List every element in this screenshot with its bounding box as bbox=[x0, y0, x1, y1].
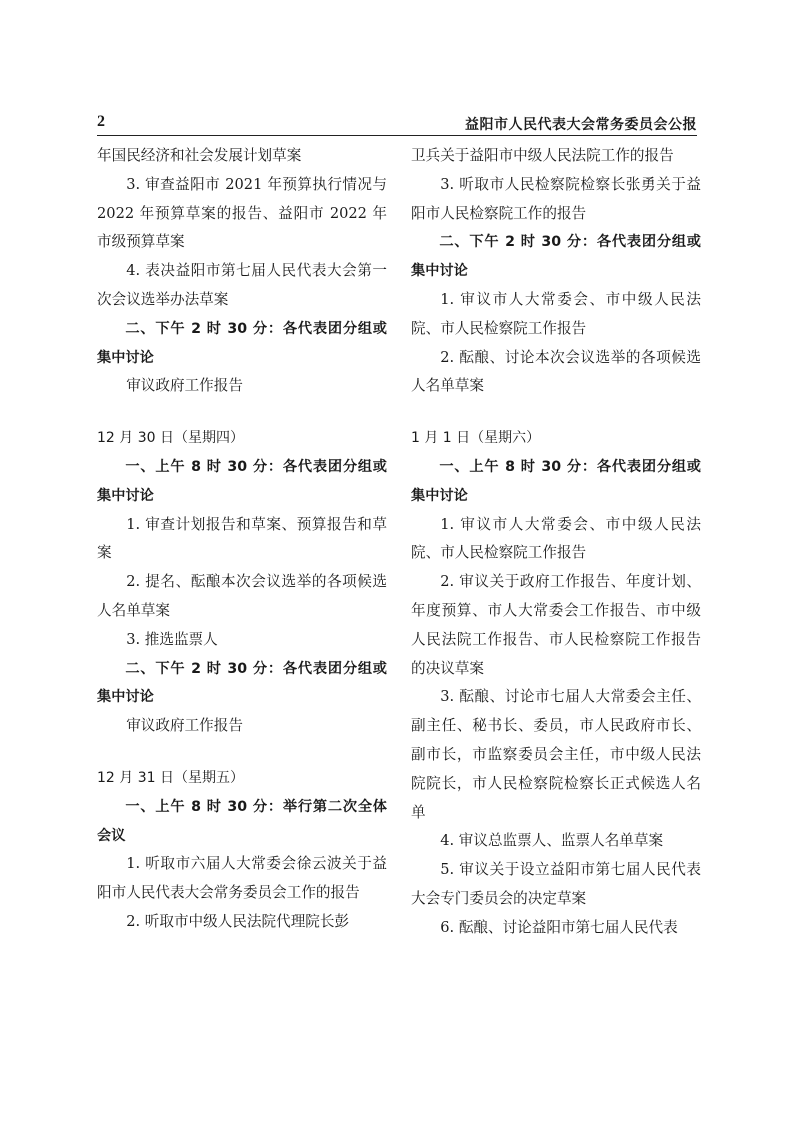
date-heading: 1 月 1 日（星期六） bbox=[411, 430, 541, 447]
agenda-item: 1. 审议市人大常委会、市中级人民法院、市人民检察院工作报告 bbox=[411, 515, 701, 562]
date-heading: 12 月 31 日（星期五） bbox=[97, 769, 244, 786]
agenda-item: 1. 审查计划报告和草案、预算报告和草案 bbox=[97, 515, 387, 562]
left-column bbox=[97, 142, 387, 937]
right-column bbox=[411, 142, 701, 943]
agenda-item: 2. 酝酿、讨论本次会议选举的各项候选人名单草案 bbox=[411, 348, 701, 395]
agenda-item: 2. 听取市中级人民法院代理院长彭 bbox=[126, 912, 350, 930]
agenda-item: 3. 酝酿、讨论市七届人大常委会主任、副主任、秘书长、委员，市人民政府市长、副市长，市监察委员会主任，市中级人民法院院长，市人民检察院检察长正式候选人名单 bbox=[411, 688, 701, 821]
session-heading: 一、上午 8 时 30 分：各代表团分组或集中讨论 bbox=[411, 458, 701, 504]
agenda-item: 审议政府工作报告 bbox=[126, 717, 243, 735]
agenda-item: 3. 听取市人民检察院检察长张勇关于益阳市人民检察院工作的报告 bbox=[411, 175, 701, 222]
agenda-item: 3. 审查益阳市 2021 年预算执行情况与 2022 年预算草案的报告、益阳市 2022 年市级预算草案 bbox=[97, 175, 387, 251]
section-gap bbox=[97, 741, 387, 764]
session-heading: 二、下午 2 时 30 分：各代表团分组或集中讨论 bbox=[97, 660, 387, 706]
header-rule bbox=[97, 135, 697, 136]
agenda-item: 6. 酝酿、讨论益阳市第七届人民代表 bbox=[440, 918, 678, 936]
session-heading: 一、上午 8 时 30 分：举行第二次全体会议 bbox=[97, 798, 387, 844]
agenda-item: 1. 听取市六届人大常委会徐云波关于益阳市人民代表大会常务委员会工作的报告 bbox=[97, 855, 387, 902]
agenda-item: 4. 表决益阳市第七届人民代表大会第一次会议选举办法草案 bbox=[97, 262, 387, 308]
date-heading: 12 月 30 日（星期四） bbox=[97, 430, 244, 447]
agenda-item: 审议政府工作报告 bbox=[126, 377, 243, 395]
agenda-item: 2. 审议关于政府工作报告、年度计划、年度预算、市人大常委会工作报告、市中级人民法院工作报告、市人民检察院工作报告的决议草案 bbox=[411, 573, 701, 677]
section-gap bbox=[411, 401, 701, 424]
section-gap bbox=[97, 401, 387, 424]
continued-paragraph: 卫兵关于益阳市中级人民法院工作的报告 bbox=[411, 147, 674, 164]
session-heading: 一、上午 8 时 30 分：各代表团分组或集中讨论 bbox=[97, 458, 387, 504]
page-number: 2 bbox=[97, 113, 105, 130]
continued-paragraph: 年国民经济和社会发展计划草案 bbox=[97, 147, 302, 164]
agenda-item: 5. 审议关于设立益阳市第七届人民代表大会专门委员会的决定草案 bbox=[411, 861, 701, 907]
agenda-item: 2. 提名、酝酿本次会议选举的各项候选人名单草案 bbox=[97, 573, 387, 619]
session-heading: 二、下午 2 时 30 分：各代表团分组或集中讨论 bbox=[97, 320, 387, 366]
agenda-item: 3. 推选监票人 bbox=[126, 630, 218, 648]
journal-title: 益阳市人民代表大会常务委员会公报 bbox=[465, 117, 697, 133]
agenda-item: 4. 审议总监票人、监票人名单草案 bbox=[440, 832, 664, 850]
page-header bbox=[97, 113, 697, 135]
session-heading: 二、下午 2 时 30 分：各代表团分组或集中讨论 bbox=[411, 234, 701, 280]
agenda-item: 1. 审议市人大常委会、市中级人民法院、市人民检察院工作报告 bbox=[411, 290, 701, 337]
